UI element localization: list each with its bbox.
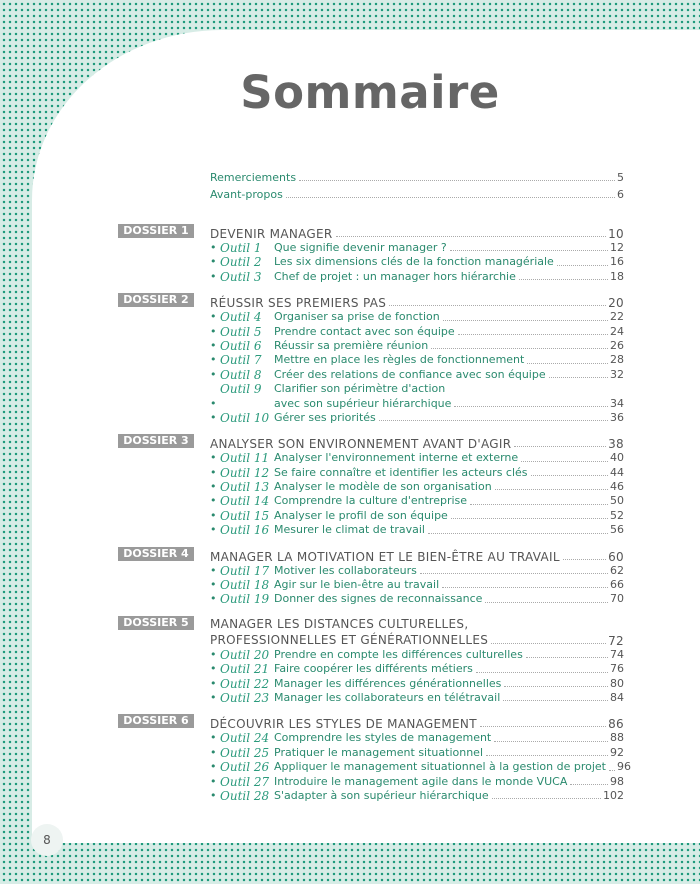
bullet-icon: • <box>210 774 217 788</box>
bullet-icon: • <box>210 324 217 338</box>
dossier-heading[interactable] <box>118 614 624 648</box>
dossier-title <box>210 227 624 241</box>
bullet-icon: • <box>210 451 217 465</box>
page-title: Sommaire <box>240 66 500 119</box>
dot-leader <box>494 741 608 742</box>
tool-page: 96 <box>616 760 631 774</box>
dot-leader <box>486 755 608 756</box>
dossier-title-text: MANAGER LA MOTIVATION ET LE BIEN-ÊTRE AU TRAVAIL <box>210 549 560 564</box>
tool-page: 62 <box>610 563 624 577</box>
tool-label: Appliquer le management situationnel à la gestion de projet <box>274 760 606 774</box>
dot-leader <box>286 197 615 198</box>
dossier-page: 10 <box>608 227 624 241</box>
dot-leader <box>519 279 608 280</box>
dossier-page: 60 <box>608 549 624 564</box>
tool-page: 36 <box>610 410 624 424</box>
outil-label: Outil 24 <box>220 731 270 746</box>
tool-entry[interactable] <box>210 382 624 411</box>
outil-label: Outil 10 <box>220 410 270 425</box>
outil-label: Outil 14 <box>220 494 270 509</box>
dot-leader <box>451 518 608 519</box>
tool-list <box>210 648 624 706</box>
dossier-heading[interactable] <box>118 432 624 451</box>
tool-entry[interactable] <box>210 494 624 508</box>
toc-entry[interactable] <box>210 185 624 202</box>
tool-label: Chef de projet : un manager hors hiérarchie <box>274 269 516 283</box>
bullet-icon: • <box>210 578 217 592</box>
bullet-icon: • <box>210 240 217 254</box>
outil-label: Outil 15 <box>220 508 270 523</box>
bullet-icon: • <box>210 465 217 479</box>
tool-page: 50 <box>610 494 624 508</box>
dot-leader <box>470 504 608 505</box>
dot-leader <box>450 250 608 251</box>
outil-label: Outil 13 <box>220 480 270 495</box>
tool-entry[interactable] <box>210 691 624 705</box>
dot-leader <box>514 446 606 447</box>
bullet-icon: • <box>210 255 217 269</box>
dot-leader <box>526 657 608 658</box>
dot-leader <box>428 533 608 534</box>
dossier-section <box>118 712 631 803</box>
dossier-page: 38 <box>608 437 624 452</box>
tool-label: S'adapter à son supérieur hiérarchique <box>274 788 489 802</box>
tool-page: 40 <box>610 451 624 465</box>
dossier-badge: DOSSIER 2 <box>118 293 194 307</box>
tool-entry[interactable] <box>210 509 624 523</box>
tool-label: Réussir sa première réunion <box>274 338 429 352</box>
dot-leader <box>609 770 615 771</box>
outil-label: Outil 5 <box>220 324 262 339</box>
dot-leader <box>527 363 608 364</box>
tool-page: 18 <box>610 269 624 283</box>
tool-label: Analyser le profil de son équipe <box>274 508 448 522</box>
dossier-title <box>210 296 624 310</box>
dossier-heading[interactable] <box>118 545 624 564</box>
outil-label: Outil 1 <box>220 240 262 255</box>
tool-list <box>210 310 624 425</box>
outil-label: Outil 16 <box>220 523 270 538</box>
tool-label <box>274 382 451 411</box>
tool-page: 16 <box>610 255 624 269</box>
tool-entry[interactable] <box>210 270 624 284</box>
outil-label: Outil 23 <box>220 690 270 705</box>
tool-entry[interactable] <box>210 480 624 494</box>
tool-page: 88 <box>610 731 624 745</box>
outil-label: Outil 22 <box>220 676 270 691</box>
dossier-title <box>210 717 624 731</box>
bullet-icon: • <box>210 662 217 676</box>
tool-label: Comprendre les styles de management <box>274 731 492 745</box>
bullet-icon: • <box>210 396 217 410</box>
tool-page: 44 <box>610 465 624 479</box>
tool-label: Prendre contact avec son équipe <box>274 324 455 338</box>
dossier-page: 20 <box>608 296 624 311</box>
tool-entry[interactable] <box>210 339 624 353</box>
dossier-page: 86 <box>608 717 624 732</box>
tool-page: 98 <box>610 774 624 788</box>
tool-entry[interactable] <box>210 255 624 269</box>
tool-entry[interactable] <box>210 731 624 745</box>
dot-leader <box>379 420 608 421</box>
tool-page: 32 <box>610 367 624 381</box>
dot-leader <box>521 461 608 462</box>
tool-label-line2: avec son supérieur hiérarchique <box>274 396 452 410</box>
tool-entry[interactable] <box>210 368 624 382</box>
tool-entry[interactable] <box>210 648 624 662</box>
dossier-section <box>118 432 624 537</box>
dot-leader <box>458 334 608 335</box>
dossier-page: 72 <box>608 633 624 648</box>
bullet-icon: • <box>210 338 217 352</box>
dossier-title-text: DÉCOUVRIR LES STYLES DE MANAGEMENT <box>210 717 477 732</box>
tool-entry[interactable] <box>210 241 624 255</box>
outil-label: Outil 9 <box>220 382 262 397</box>
tool-label: Analyser le modèle de son organisation <box>274 480 492 494</box>
tool-label: Créer des relations de confiance avec son équipe <box>274 367 546 381</box>
tool-label: Mesurer le climat de travail <box>274 523 425 537</box>
outil-label: Outil 7 <box>220 353 262 368</box>
tool-page: 70 <box>610 592 624 606</box>
tool-page: 76 <box>610 662 624 676</box>
dossier-section <box>118 291 624 425</box>
dot-leader <box>563 559 606 560</box>
dossier-badge: DOSSIER 4 <box>118 547 194 561</box>
tool-label: Analyser l'environnement interne et externe <box>274 451 519 465</box>
bullet-icon: • <box>210 745 217 759</box>
outil-label: Outil 20 <box>220 647 270 662</box>
bullet-icon: • <box>210 523 217 537</box>
tool-label: Gérer ses priorités <box>274 410 376 424</box>
tool-label: Agir sur le bien-être au travail <box>274 578 440 592</box>
bullet-icon: • <box>210 480 217 494</box>
tool-list <box>210 731 631 803</box>
tool-page: 52 <box>610 508 624 522</box>
tool-label-line1: Clarifier son périmètre d'action <box>274 382 446 396</box>
bullet-icon: • <box>210 690 217 704</box>
dossier-section <box>118 222 624 284</box>
bullet-icon: • <box>210 788 217 802</box>
dossier-badge: DOSSIER 1 <box>118 224 194 238</box>
entry-page: 6 <box>617 187 624 201</box>
dot-leader <box>454 406 608 407</box>
bullet-icon: • <box>210 310 217 324</box>
dossier-title <box>210 437 624 451</box>
dossier-heading[interactable] <box>118 222 624 241</box>
tool-label: Se faire connaître et identifier les acteurs clés <box>274 465 528 479</box>
tool-page: 26 <box>610 338 624 352</box>
dossier-badge: DOSSIER 5 <box>118 616 194 630</box>
tool-label: Manager les différences générationnelles <box>274 676 502 690</box>
tool-label: Prendre en compte les différences culturelles <box>274 647 523 661</box>
dot-leader <box>443 320 608 321</box>
tool-list <box>210 451 624 537</box>
dot-leader <box>495 489 608 490</box>
outil-label: Outil 4 <box>220 310 262 325</box>
outil-label: Outil 28 <box>220 788 270 803</box>
dossier-section <box>118 614 624 706</box>
tool-entry[interactable] <box>210 451 624 465</box>
dot-leader <box>549 377 608 378</box>
tool-page: 74 <box>610 647 624 661</box>
tool-entry[interactable] <box>210 325 624 339</box>
tool-page: 102 <box>603 788 624 802</box>
tool-page: 80 <box>610 676 624 690</box>
dossier-title-text: DEVENIR MANAGER <box>210 227 333 241</box>
dossier-title <box>210 616 624 648</box>
tool-entry[interactable] <box>210 411 624 425</box>
tool-entry[interactable] <box>210 466 624 480</box>
bullet-icon: • <box>210 353 217 367</box>
tool-page: 84 <box>610 690 624 704</box>
toc-entry[interactable] <box>210 168 624 185</box>
tool-label: Motiver les collaborateurs <box>274 563 417 577</box>
dot-leader <box>420 573 608 574</box>
tool-label: Faire coopérer les différents métiers <box>274 662 473 676</box>
tool-page: 34 <box>610 396 624 410</box>
bullet-icon: • <box>210 647 217 661</box>
tool-list <box>210 241 624 284</box>
tool-entry[interactable] <box>210 662 624 676</box>
tool-label: Mettre en place les règles de fonctionnement <box>274 353 525 367</box>
outil-label: Outil 12 <box>220 465 270 480</box>
dossier-title-text: ANALYSER SON ENVIRONNEMENT AVANT D'AGIR <box>210 437 512 452</box>
dot-leader <box>557 265 608 266</box>
dossier-badge: DOSSIER 3 <box>118 434 194 448</box>
tool-page: 56 <box>610 523 624 537</box>
outil-label: Outil 17 <box>220 563 270 578</box>
dot-leader <box>476 672 608 673</box>
entry-label: Remerciements <box>210 170 297 184</box>
entry-label: Avant-propos <box>210 187 283 201</box>
tool-page: 22 <box>610 310 624 324</box>
tool-label: Que signifie devenir manager ? <box>274 240 447 254</box>
tool-label: Manager les collaborateurs en télétravail <box>274 690 501 704</box>
dot-leader <box>442 587 608 588</box>
dot-leader <box>299 180 615 181</box>
tool-entry[interactable] <box>210 775 624 789</box>
dossier-title-line2: PROFESSIONNELLES ET GÉNÉRATIONNELLES <box>210 632 489 647</box>
dossier-section <box>118 545 624 607</box>
dot-leader <box>336 236 607 237</box>
tool-label: Introduire le management agile dans le monde VUCA <box>274 774 568 788</box>
bullet-icon: • <box>210 731 217 745</box>
page-number: 8 <box>31 824 63 856</box>
tool-entry[interactable] <box>210 746 624 760</box>
outil-label: Outil 27 <box>220 774 270 789</box>
tool-label: Donner des signes de reconnaissance <box>274 592 483 606</box>
tool-entry[interactable] <box>210 353 624 367</box>
tool-entry[interactable] <box>210 523 624 537</box>
bullet-icon: • <box>210 563 217 577</box>
tool-page: 28 <box>610 353 624 367</box>
dot-leader <box>480 726 606 727</box>
dot-leader <box>492 798 601 799</box>
tool-list <box>210 564 624 607</box>
tool-label: Comprendre la culture d'entreprise <box>274 494 468 508</box>
bullet-icon: • <box>210 494 217 508</box>
dossier-heading[interactable] <box>118 712 624 731</box>
bullet-icon: • <box>210 269 217 283</box>
spacer <box>118 202 624 215</box>
outil-label: Outil 21 <box>220 662 270 677</box>
tool-page: 12 <box>610 240 624 254</box>
tool-label: Pratiquer le management situationnel <box>274 745 483 759</box>
dossier-title-line1: MANAGER LES DISTANCES CULTURELLES, <box>210 616 469 631</box>
outil-label: Outil 2 <box>220 255 262 270</box>
dot-leader <box>531 475 608 476</box>
dossier-badge: DOSSIER 6 <box>118 714 194 728</box>
table-of-contents <box>118 168 631 803</box>
dossier-heading[interactable] <box>118 291 624 310</box>
tool-page: 66 <box>610 578 624 592</box>
outil-label: Outil 18 <box>220 578 270 593</box>
dossier-title <box>210 550 624 564</box>
dot-leader <box>431 348 608 349</box>
bullet-icon: • <box>210 367 217 381</box>
outil-label: Outil 6 <box>220 338 262 353</box>
dot-leader <box>504 686 608 687</box>
tool-entry[interactable] <box>210 578 624 592</box>
outil-label: Outil 3 <box>220 269 262 284</box>
outil-label: Outil 25 <box>220 745 270 760</box>
tool-label: Organiser sa prise de fonction <box>274 310 440 324</box>
entry-page: 5 <box>617 170 624 184</box>
dot-leader <box>570 784 608 785</box>
tool-label: Les six dimensions clés de la fonction managériale <box>274 255 554 269</box>
outil-label: Outil 26 <box>220 760 270 775</box>
bullet-icon: • <box>210 410 217 424</box>
tool-page: 92 <box>610 745 624 759</box>
tool-entry[interactable] <box>210 564 624 578</box>
outil-label: Outil 8 <box>220 367 262 382</box>
dot-leader <box>389 305 606 306</box>
dot-leader <box>503 700 608 701</box>
dossier-title-text: RÉUSSIR SES PREMIERS PAS <box>210 296 387 311</box>
tool-page: 46 <box>610 480 624 494</box>
tool-entry[interactable] <box>210 789 624 803</box>
bullet-icon: • <box>210 508 217 522</box>
bullet-icon: • <box>210 760 217 774</box>
bullet-icon: • <box>210 676 217 690</box>
tool-entry[interactable] <box>210 310 624 324</box>
outil-label: Outil 11 <box>220 451 270 466</box>
tool-entry[interactable] <box>210 592 624 606</box>
bullet-icon: • <box>210 592 217 606</box>
tool-entry[interactable] <box>210 760 631 775</box>
tool-page: 24 <box>610 324 624 338</box>
dot-leader <box>491 643 606 644</box>
tool-entry[interactable] <box>210 677 624 691</box>
outil-label: Outil 19 <box>220 592 270 607</box>
dot-leader <box>485 602 608 603</box>
